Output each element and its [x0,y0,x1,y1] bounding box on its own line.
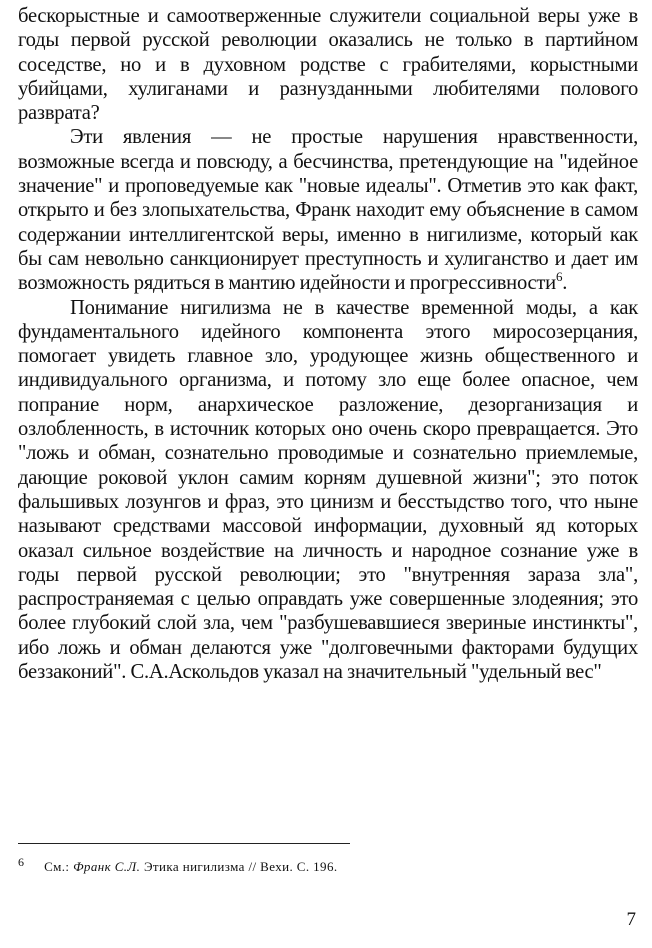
paragraph-1: бескорыстные и самоотверженные служители социальной веры уже в годы первой русской революции оказались не только в партийном соседстве, но и в духовном родстве с грабителями, корыстными убийцами, хулиганами и разнузданными любителями полового разврата? [18,5,638,125]
footnote [18,854,638,876]
footnote-reference: 6 [555,269,563,285]
body-text [18,4,638,684]
footnote-divider [18,843,350,844]
paragraph-3: Понимание нигилизма не в качестве временной моды, а как фундаментального идейного компонента этого миросозерцания, помогает увидеть главное зло, уродующее жизнь общественного и индивидуального организма, и потому зло еще более опасное, чем попрание норм, анархическое разложение, дезорганизация и озлобленность, в источник которых оно очень скоро превращается. Это "ложь и обман, сознательно проводимые и сознательно приемлемые, дающие роковой уклон самим корням душевной жизни"; это поток фальшивых лозунгов и фраз, это цинизм и бесстыдство того, что ныне называют средствами массовой информации, духовный яд которых оказал сильное воздействие на личность и народное сознание уже в годы первой русской революции; это "внутренняя зараза зла", распространяемая с целью оправдать уже совершенные злодеяния; это более глубокий слой зла, чем "разбушевавшиеся звериные инстинкты", ибо ложь и обман делаются уже "долговечными факторами будущих беззаконий". С.А.Аскольдов указал на значительный "удельный вес" [18,296,638,684]
footnote-number: 6 [18,854,25,869]
footnote-author: Франк С.Л. [73,859,141,874]
paragraph-2-text: Эти явления — не простые нарушения нравственности, возможные всегда и повсюду, а бесчинства, претендующие на "идейное значение" и проповедуемые как "новые идеалы". Отметив это как факт, открыто и без злопыхательства, Франк находит ему объяснение в самом содержании интеллигентской веры, именно в нигилизме, который как бы сам невольно санкционирует преступность и хулиганство и дает им возможность рядиться в мантию идейности и прогрессивности [18,126,638,295]
page-number: 7 [626,909,636,930]
paragraph-2 [18,125,638,295]
footnote-text: Этика нигилизма // Вехи. С. 196. [143,859,338,874]
footnote-prefix: См.: [44,859,70,874]
paragraph-2-end: . [562,272,568,295]
